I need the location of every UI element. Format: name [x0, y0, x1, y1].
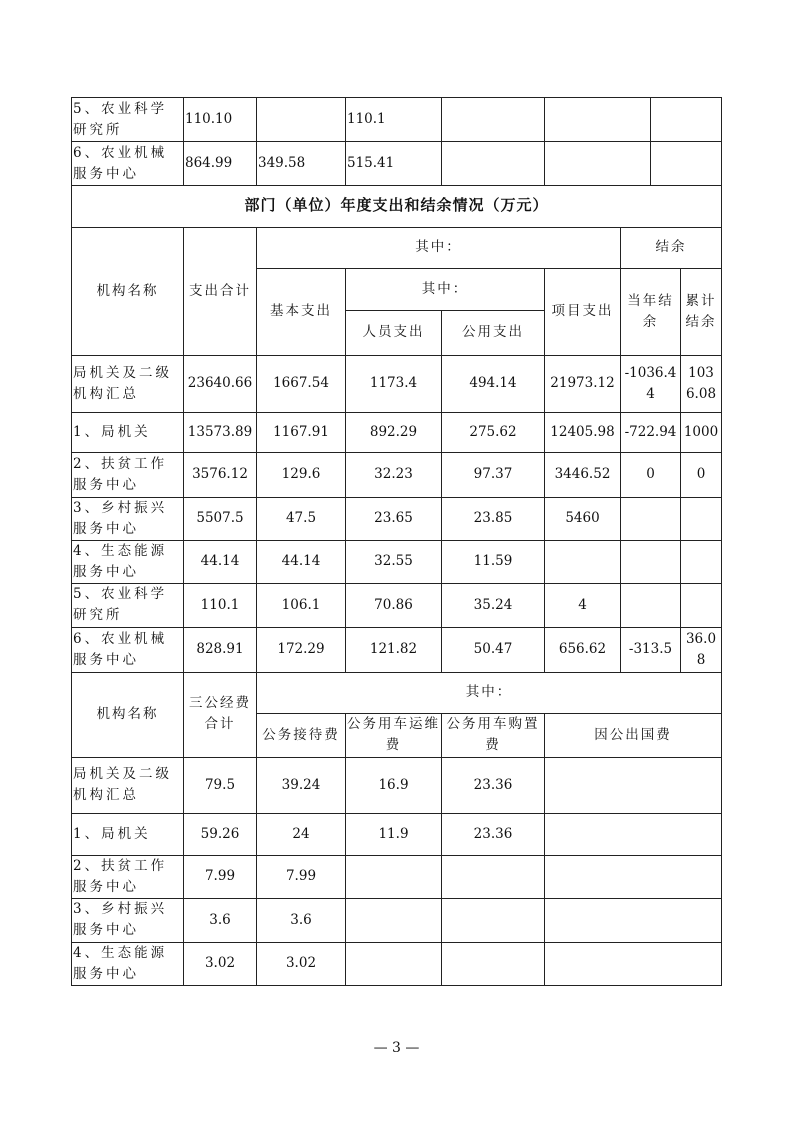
org-name-cell: 5、农业科学研究所	[72, 98, 184, 142]
year_bal-cell: -313.5	[621, 627, 681, 672]
year_bal-cell: -1036.44	[621, 355, 681, 412]
cum_bal-cell	[681, 497, 722, 540]
public-cell: 35.24	[442, 583, 545, 627]
reception-cell: 3.6	[257, 898, 346, 942]
total-cell: 7.99	[184, 855, 257, 898]
org-name-cell: 局机关及二级机构汇总	[72, 757, 184, 813]
total-cell: 3576.12	[184, 452, 257, 497]
car_ops-cell	[346, 855, 442, 898]
expenditure-table	[71, 185, 722, 673]
c6-cell	[651, 98, 722, 142]
org-name-cell: 3、乡村振兴服务中心	[72, 898, 184, 942]
project-cell: 5460	[545, 497, 621, 540]
org-name-cell: 1、局机关	[72, 813, 184, 855]
header-total: 三公经费合计	[184, 672, 257, 757]
c6-cell	[651, 142, 722, 186]
total-cell: 3.02	[184, 942, 257, 985]
org-name-cell: 3、乡村振兴服务中心	[72, 497, 184, 540]
header-car-ops: 公务用车运维费	[346, 713, 442, 757]
reception-cell: 3.02	[257, 942, 346, 985]
org-name-cell: 4、生态能源服务中心	[72, 540, 184, 583]
basic-cell: 1667.54	[257, 355, 346, 412]
page-number: — 3 —	[373, 1040, 420, 1056]
total-cell: 59.26	[184, 813, 257, 855]
basic-cell: 47.5	[257, 497, 346, 540]
total-cell: 23640.66	[184, 355, 257, 412]
car_buy-cell	[442, 942, 545, 985]
project-cell	[545, 540, 621, 583]
basic-cell: 44.14	[257, 540, 346, 583]
org-name-cell: 6、农业机械服务中心	[72, 142, 184, 186]
basic-cell: 172.29	[257, 627, 346, 672]
c2-cell: 349.58	[257, 142, 346, 186]
public-cell: 23.85	[442, 497, 545, 540]
public-cell: 275.62	[442, 412, 545, 452]
header-reception: 公务接待费	[257, 713, 346, 757]
table-row	[72, 98, 722, 142]
year_bal-cell	[621, 497, 681, 540]
car_buy-cell: 23.36	[442, 757, 545, 813]
org-name-cell: 6、农业机械服务中心	[72, 627, 184, 672]
header-balance: 结余	[621, 227, 722, 268]
table-row	[72, 497, 722, 540]
year_bal-cell	[621, 540, 681, 583]
org-name-cell: 1、局机关	[72, 412, 184, 452]
car_ops-cell: 16.9	[346, 757, 442, 813]
table-row	[72, 583, 722, 627]
project-cell: 12405.98	[545, 412, 621, 452]
car_ops-cell	[346, 898, 442, 942]
header-basic: 基本支出	[257, 268, 346, 355]
table-row	[72, 813, 722, 855]
c5-cell	[545, 142, 651, 186]
header-of-which-2: 其中：	[346, 268, 545, 310]
reception-cell: 24	[257, 813, 346, 855]
table-row	[72, 355, 722, 412]
personnel-cell: 121.82	[346, 627, 442, 672]
personnel-cell: 32.55	[346, 540, 442, 583]
public-cell: 97.37	[442, 452, 545, 497]
table-row	[72, 757, 722, 813]
header-total: 支出合计	[184, 227, 257, 355]
c1-cell: 864.99	[184, 142, 257, 186]
table-row	[72, 627, 722, 672]
year_bal-cell: -722.94	[621, 412, 681, 452]
total-cell: 828.91	[184, 627, 257, 672]
abroad-cell	[545, 898, 722, 942]
header-personnel: 人员支出	[346, 310, 442, 355]
abroad-cell	[545, 855, 722, 898]
basic-cell: 1167.91	[257, 412, 346, 452]
personnel-cell: 1173.4	[346, 355, 442, 412]
abroad-cell	[545, 757, 722, 813]
cum_bal-cell: 36.08	[681, 627, 722, 672]
project-cell: 4	[545, 583, 621, 627]
table-title: 部门（单位）年度支出和结余情况（万元）	[72, 185, 722, 227]
org-name-cell: 局机关及二级机构汇总	[72, 355, 184, 412]
personnel-cell: 70.86	[346, 583, 442, 627]
project-cell: 656.62	[545, 627, 621, 672]
header-project: 项目支出	[545, 268, 621, 355]
table-row	[72, 942, 722, 985]
org-name-cell: 4、生态能源服务中心	[72, 942, 184, 985]
org-name-cell: 2、扶贫工作服务中心	[72, 452, 184, 497]
reception-cell: 39.24	[257, 757, 346, 813]
cum_bal-cell: 1000	[681, 412, 722, 452]
c2-cell	[257, 98, 346, 142]
header-public: 公用支出	[442, 310, 545, 355]
cum_bal-cell: 1036.08	[681, 355, 722, 412]
table-row	[72, 855, 722, 898]
table-row	[72, 898, 722, 942]
public-cell: 494.14	[442, 355, 545, 412]
c1-cell: 110.10	[184, 98, 257, 142]
header-of-which: 其中：	[257, 672, 722, 713]
personnel-cell: 32.23	[346, 452, 442, 497]
reception-cell: 7.99	[257, 855, 346, 898]
c3-cell: 515.41	[346, 142, 442, 186]
abroad-cell	[545, 942, 722, 985]
year_bal-cell: 0	[621, 452, 681, 497]
table-row	[72, 142, 722, 186]
total-cell: 44.14	[184, 540, 257, 583]
car_buy-cell: 23.36	[442, 813, 545, 855]
table-row	[72, 412, 722, 452]
cum_bal-cell	[681, 540, 722, 583]
c4-cell	[442, 142, 545, 186]
project-cell: 3446.52	[545, 452, 621, 497]
income-table-continued	[71, 97, 722, 186]
header-org: 机构名称	[72, 227, 184, 355]
c3-cell: 110.1	[346, 98, 442, 142]
org-name-cell: 5、农业科学研究所	[72, 583, 184, 627]
total-cell: 110.1	[184, 583, 257, 627]
org-name-cell: 2、扶贫工作服务中心	[72, 855, 184, 898]
car_buy-cell	[442, 855, 545, 898]
header-year-balance: 当年结余	[621, 268, 681, 355]
year_bal-cell	[621, 583, 681, 627]
car_ops-cell: 11.9	[346, 813, 442, 855]
c4-cell	[442, 98, 545, 142]
header-of-which: 其中：	[257, 227, 621, 268]
total-cell: 13573.89	[184, 412, 257, 452]
project-cell: 21973.12	[545, 355, 621, 412]
header-cumulative-balance: 累计结余	[681, 268, 722, 355]
basic-cell: 129.6	[257, 452, 346, 497]
car_buy-cell	[442, 898, 545, 942]
header-org: 机构名称	[72, 672, 184, 757]
header-abroad: 因公出国费	[545, 713, 722, 757]
header-car-buy: 公务用车购置费	[442, 713, 545, 757]
table-row	[72, 540, 722, 583]
table-row	[72, 452, 722, 497]
total-cell: 79.5	[184, 757, 257, 813]
cum_bal-cell	[681, 583, 722, 627]
c5-cell	[545, 98, 651, 142]
public-cell: 50.47	[442, 627, 545, 672]
abroad-cell	[545, 813, 722, 855]
basic-cell: 106.1	[257, 583, 346, 627]
three-public-expenses-table	[71, 672, 722, 986]
personnel-cell: 892.29	[346, 412, 442, 452]
total-cell: 3.6	[184, 898, 257, 942]
cum_bal-cell: 0	[681, 452, 722, 497]
total-cell: 5507.5	[184, 497, 257, 540]
personnel-cell: 23.65	[346, 497, 442, 540]
car_ops-cell	[346, 942, 442, 985]
public-cell: 11.59	[442, 540, 545, 583]
